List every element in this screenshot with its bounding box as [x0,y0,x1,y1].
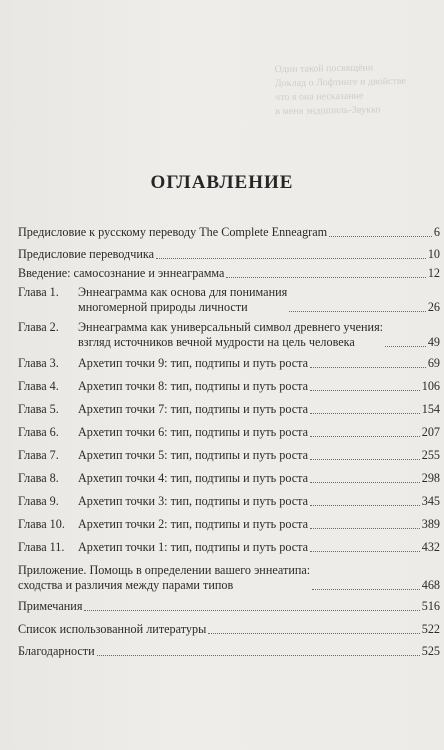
toc-entry[interactable] [18,247,440,262]
page-number: 49 [427,335,440,349]
entry-title-line: Архетип точки 1: тип, подтипы и путь роста [78,540,309,554]
bleed-through-line: Один такой посвящённ [274,62,374,76]
entry-title-line: Благодарности [18,644,95,658]
chapter-number: Глава 10. [18,517,65,531]
chapter-number: Глава 6. [18,425,59,439]
entry-title-line: Список использованной литературы [18,622,207,636]
toc-entry[interactable] [18,622,440,637]
chapter-number: Глава 5. [18,402,59,416]
page-number: 154 [421,402,440,416]
entry-title-line: Эннеаграмма как основа для понимания [78,285,288,299]
page-number: 516 [421,599,440,613]
toc-entry[interactable] [18,379,440,394]
chapter-number: Глава 2. [18,320,59,334]
entry-title [78,471,308,486]
entry-title-line: Архетип точки 6: тип, подтипы и путь роста [78,425,309,439]
dot-leader [156,257,426,259]
toc-entry[interactable] [18,517,440,532]
entry-title-line: Архетип точки 3: тип, подтипы и путь роста [78,494,309,508]
page-number: 207 [421,425,440,439]
entry-title-line: Архетип точки 8: тип, подтипы и путь роста [78,379,309,393]
entry-title [18,622,206,637]
toc-entry[interactable] [18,356,440,371]
entry-title [78,320,383,350]
entry-title-line: Введение: самосознание и эннеаграмма [18,266,225,280]
dot-leader [97,654,420,656]
entry-title [78,425,308,440]
dot-leader [312,588,420,590]
toc-entry[interactable] [18,599,440,614]
entry-title-line: многомерной природы личности [78,300,248,314]
page-number: 522 [421,622,440,636]
dot-leader [329,235,432,237]
page-number: 6 [433,225,440,239]
chapter-number: Глава 1. [18,285,59,299]
toc-entry[interactable] [18,320,440,350]
bleed-through-line: Доклад о Лофтинге и двойстве [274,75,407,90]
page-number: 106 [421,379,440,393]
entry-title [78,540,308,555]
page-title: ОГЛАВЛЕНИЕ [150,172,294,193]
entry-title-line: Эннеаграмма как универсальный символ древнего учения: [78,320,384,334]
entry-title-line: взгляд источников вечной мудрости на цель человека [78,335,355,349]
toc-entry[interactable] [18,266,440,281]
entry-title-line: Архетип точки 2: тип, подтипы и путь роста [78,517,309,531]
entry-title-line: Архетип точки 4: тип, подтипы и путь роста [78,471,309,485]
chapter-number: Глава 11. [18,540,65,554]
dot-leader [310,504,420,506]
entry-title-line: Архетип точки 7: тип, подтипы и путь роста [78,402,309,416]
toc-entry[interactable] [18,494,440,509]
entry-title-line: Предисловие переводчика [18,247,155,261]
chapter-number: Глава 9. [18,494,59,508]
dot-leader [310,527,420,529]
entry-title [78,494,308,509]
entry-title-line: Примечания [18,599,83,613]
entry-title [18,247,154,262]
bleed-through-line: что я она несказанне [275,90,364,104]
dot-leader [385,345,426,347]
page-number: 298 [421,471,440,485]
page-number: 26 [427,300,440,314]
entry-title [78,448,308,463]
page-number: 12 [427,266,440,280]
dot-leader [310,550,420,552]
entry-title [78,356,308,371]
dot-leader [310,366,426,368]
page-number: 10 [427,247,440,261]
page-number: 69 [427,356,440,370]
entry-title [78,379,308,394]
chapter-number: Глава 7. [18,448,59,462]
entry-title-line: Архетип точки 9: тип, подтипы и путь роста [78,356,309,370]
toc-entry[interactable] [18,448,440,463]
dot-leader [226,276,425,278]
dot-leader [208,632,419,634]
toc-entry[interactable] [18,471,440,486]
dot-leader [310,458,420,460]
toc-entry[interactable] [18,402,440,417]
bleed-through-line: в меня эндшпиль-Звукко [275,104,381,118]
page-number: 468 [421,578,440,592]
chapter-number: Глава 3. [18,356,59,370]
page-number: 389 [421,517,440,531]
toc-entry[interactable] [18,563,440,593]
dot-leader [310,481,420,483]
entry-title [18,563,310,593]
entry-title-line: сходства и различия между парами типов [18,578,234,592]
bleed-through-text [275,61,407,119]
entry-title [78,285,287,315]
entry-title-line: Приложение. Помощь в определении вашего эннеатипа: [18,563,311,577]
chapter-number: Глава 4. [18,379,59,393]
dot-leader [310,389,420,391]
page-number: 525 [421,644,440,658]
toc-entry[interactable] [18,425,440,440]
page-number: 255 [421,448,440,462]
entry-title [18,644,95,659]
dot-leader [289,310,426,312]
toc-entry[interactable] [18,644,440,659]
toc-entry[interactable] [18,285,440,315]
page-number: 432 [421,540,440,554]
entry-title [78,517,308,532]
chapter-number: Глава 8. [18,471,59,485]
entry-title [18,599,82,614]
entry-title [78,402,308,417]
page-number: 345 [421,494,440,508]
toc-entry[interactable] [18,540,440,555]
toc-entry[interactable] [18,225,440,240]
dot-leader [84,609,419,611]
dot-leader [310,412,420,414]
entry-title-line: Предисловие к русскому переводу The Complete Enneagram [18,225,328,239]
entry-title-line: Архетип точки 5: тип, подтипы и путь роста [78,448,309,462]
dot-leader [310,435,420,437]
entry-title [18,225,327,240]
entry-title [18,266,224,281]
